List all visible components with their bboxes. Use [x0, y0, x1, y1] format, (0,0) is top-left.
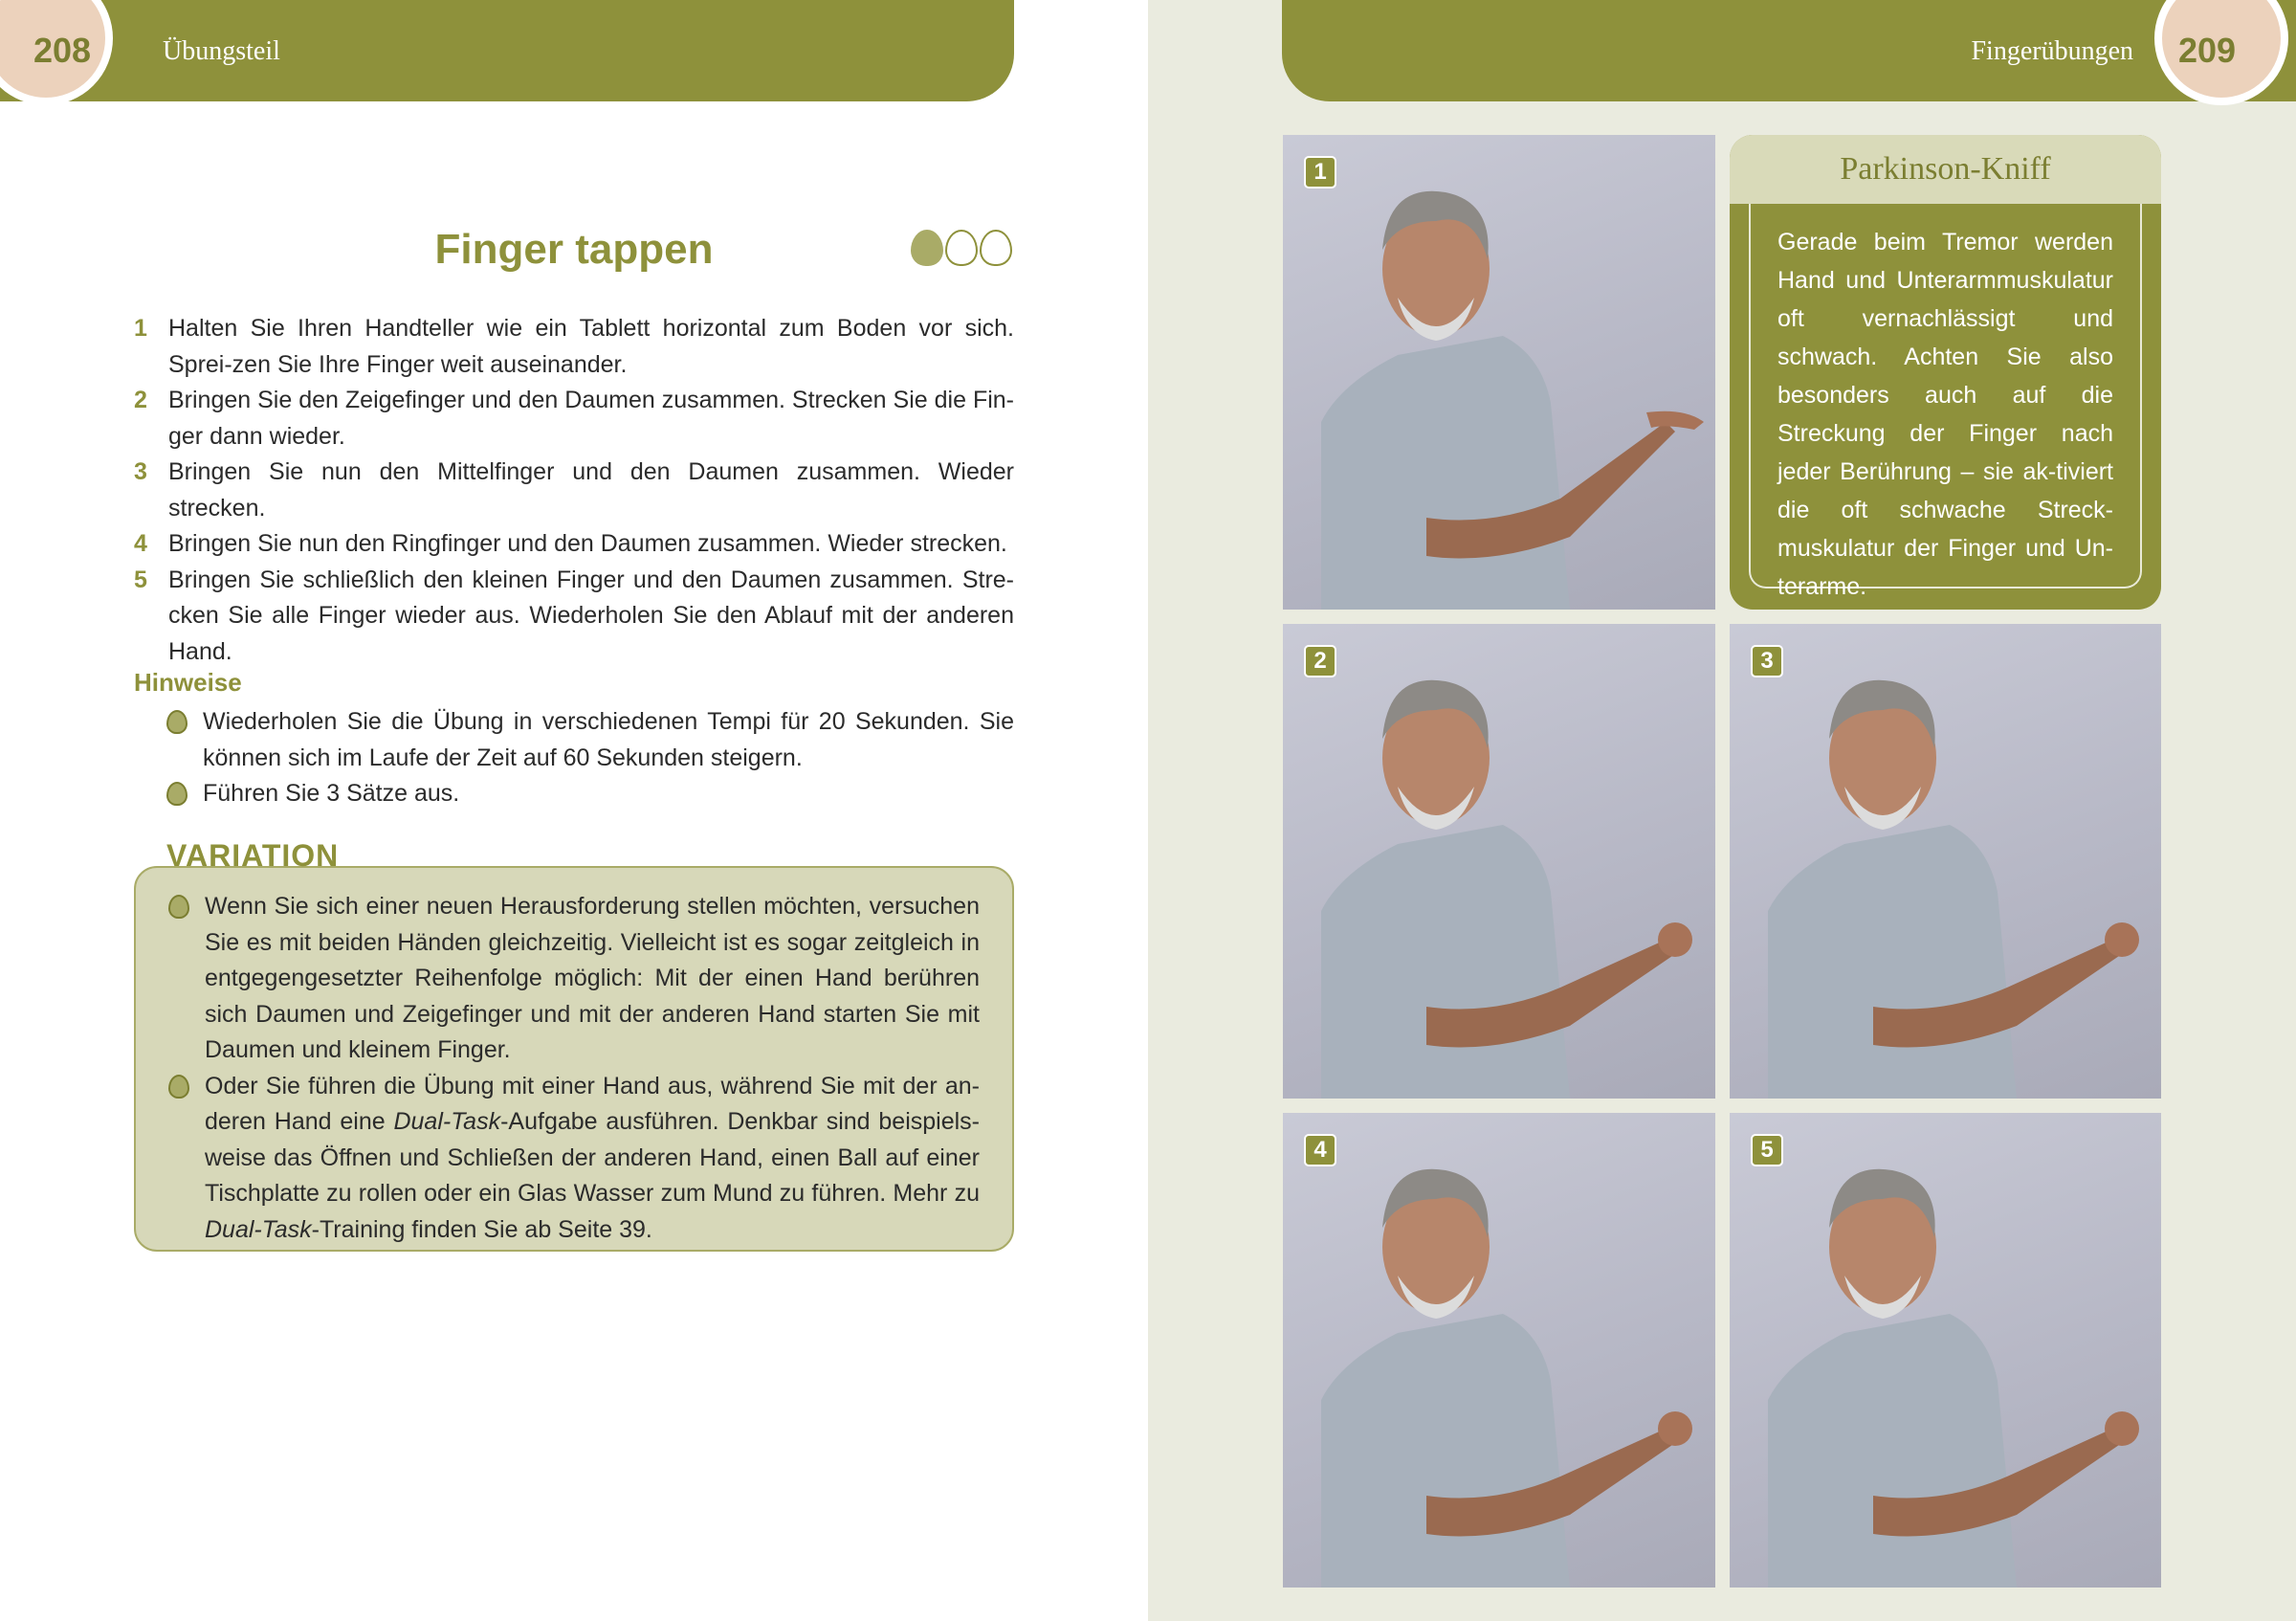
step-item	[134, 311, 1014, 383]
step-text: Bringen Sie nun den Ringfinger und den Daumen zusammen. Wieder strecken.	[168, 530, 1007, 557]
running-head-left: Übungsteil	[163, 36, 280, 66]
step-text: Bringen Sie schließlich den kleinen Finger und den Daumen zusammen. Stre-cken Sie alle Finger wieder aus. Wiederholen Sie den Ablauf mit der anderen Hand.	[168, 566, 1014, 665]
photo-step-badge: 1	[1304, 156, 1336, 189]
left-header-bar	[0, 0, 1014, 101]
step-item	[134, 455, 1014, 526]
variation-text: Wenn Sie sich einer neuen Herausforderung stellen möchten, versuchen Sie es mit beiden Händen gleichzeitig. Vielleicht ist es sogar zeitgleich in entgegengesetzter Reihenfolge möglich: Mit der einen Hand berühren sich Daumen und Zeigefinger und mit der anderen Hand starten Sie mit Daumen und kleinem Finger.	[205, 893, 980, 1063]
callout-body: Gerade beim Tremor werden Hand und Unterarmmuskulatur oft vernachlässigt und schwach. Achten Sie also besonders auch auf die Streckung der Finger nach jeder Berührung – sie ak-tiviert die oft schwache Streck-muskulatur der Finger und Un-terarme.	[1749, 204, 2142, 588]
variation-emphasis: Dual-Task	[393, 1108, 501, 1135]
hint-text: Führen Sie 3 Sätze aus.	[203, 780, 460, 807]
exercise-photo	[1283, 1113, 1715, 1588]
photo-step-badge: 2	[1304, 645, 1336, 677]
hint-item	[166, 704, 1014, 776]
photo-step-badge: 4	[1304, 1134, 1336, 1166]
variation-emphasis: Dual-Task	[205, 1215, 312, 1243]
exercise-photo	[1730, 1113, 2161, 1588]
right-header-bar	[1282, 0, 2296, 101]
variation-text-part: -Aufgabe ausführen. Denkbar sind beispiels-weise das Öffnen und Schließen der anderen Hand, einen Ball auf einer Tischplatte zu rollen oder ein Glas Wasser zum Mund zu führen. Mehr zu	[205, 1108, 980, 1207]
page-number-right: 209	[2154, 0, 2288, 105]
variation-item	[168, 889, 980, 1069]
exercise-steps	[134, 311, 1014, 670]
exercise-photo	[1283, 624, 1715, 1099]
photo-step-badge: 3	[1751, 645, 1783, 677]
step-number: 1	[134, 315, 147, 342]
step-number: 2	[134, 387, 147, 413]
person-illustration	[1283, 1113, 1715, 1588]
callout-title: Parkinson-Kniff	[1730, 135, 2161, 204]
difficulty-leaf-icon-filled	[911, 230, 943, 266]
variation-text-part: -Training finden Sie ab Seite 39.	[311, 1215, 652, 1243]
step-text: Bringen Sie den Zeigefinger und den Daumen zusammen. Strecken Sie die Fin-ger dann wieder.	[168, 387, 1014, 450]
hints-heading: Hinweise	[134, 668, 242, 697]
step-text: Bringen Sie nun den Mittelfinger und den Daumen zusammen. Wieder strecken.	[168, 458, 1014, 522]
person-illustration	[1283, 135, 1715, 610]
page-number-left: 208	[0, 0, 113, 105]
variation-text-part: Oder Sie führen die Übung mit einer Hand aus, während Sie mit der an-deren Hand eine	[205, 1072, 980, 1135]
person-illustration	[1283, 624, 1715, 1099]
hint-item	[166, 776, 1014, 812]
leaf-bullet-icon	[168, 1069, 205, 1249]
difficulty-leaf-icon-empty	[945, 230, 978, 266]
leaf-bullet-icon	[166, 776, 203, 812]
variation-heading: VARIATION	[166, 838, 340, 873]
tip-callout	[1730, 135, 2161, 610]
step-item	[134, 563, 1014, 671]
variation-text	[205, 1069, 980, 1249]
photo-step-badge: 5	[1751, 1134, 1783, 1166]
variation-item	[168, 1069, 980, 1249]
leaf-bullet-icon	[168, 889, 205, 1069]
step-number: 5	[134, 566, 147, 593]
hint-text: Wiederholen Sie die Übung in verschiedenen Tempi für 20 Sekunden. Sie können sich im Laufe der Zeit auf 60 Sekunden steigern.	[203, 708, 1014, 771]
leaf-bullet-icon	[166, 704, 203, 776]
exercise-title: Finger tappen	[434, 226, 714, 273]
difficulty-rating	[911, 230, 1012, 266]
difficulty-leaf-icon-empty	[980, 230, 1012, 266]
exercise-photo	[1283, 135, 1715, 610]
step-text: Halten Sie Ihren Handteller wie ein Tablett horizontal zum Boden vor sich. Sprei-zen Sie Ihre Finger weit auseinander.	[168, 315, 1014, 378]
person-illustration	[1730, 1113, 2161, 1588]
step-item	[134, 526, 1014, 563]
step-number: 4	[134, 530, 147, 557]
variation-box	[134, 866, 1014, 1252]
hints-list	[166, 704, 1014, 812]
step-item	[134, 383, 1014, 455]
running-head-right: Fingerübungen	[1971, 36, 2133, 66]
person-illustration	[1730, 624, 2161, 1099]
step-number: 3	[134, 458, 147, 485]
exercise-photo	[1730, 624, 2161, 1099]
